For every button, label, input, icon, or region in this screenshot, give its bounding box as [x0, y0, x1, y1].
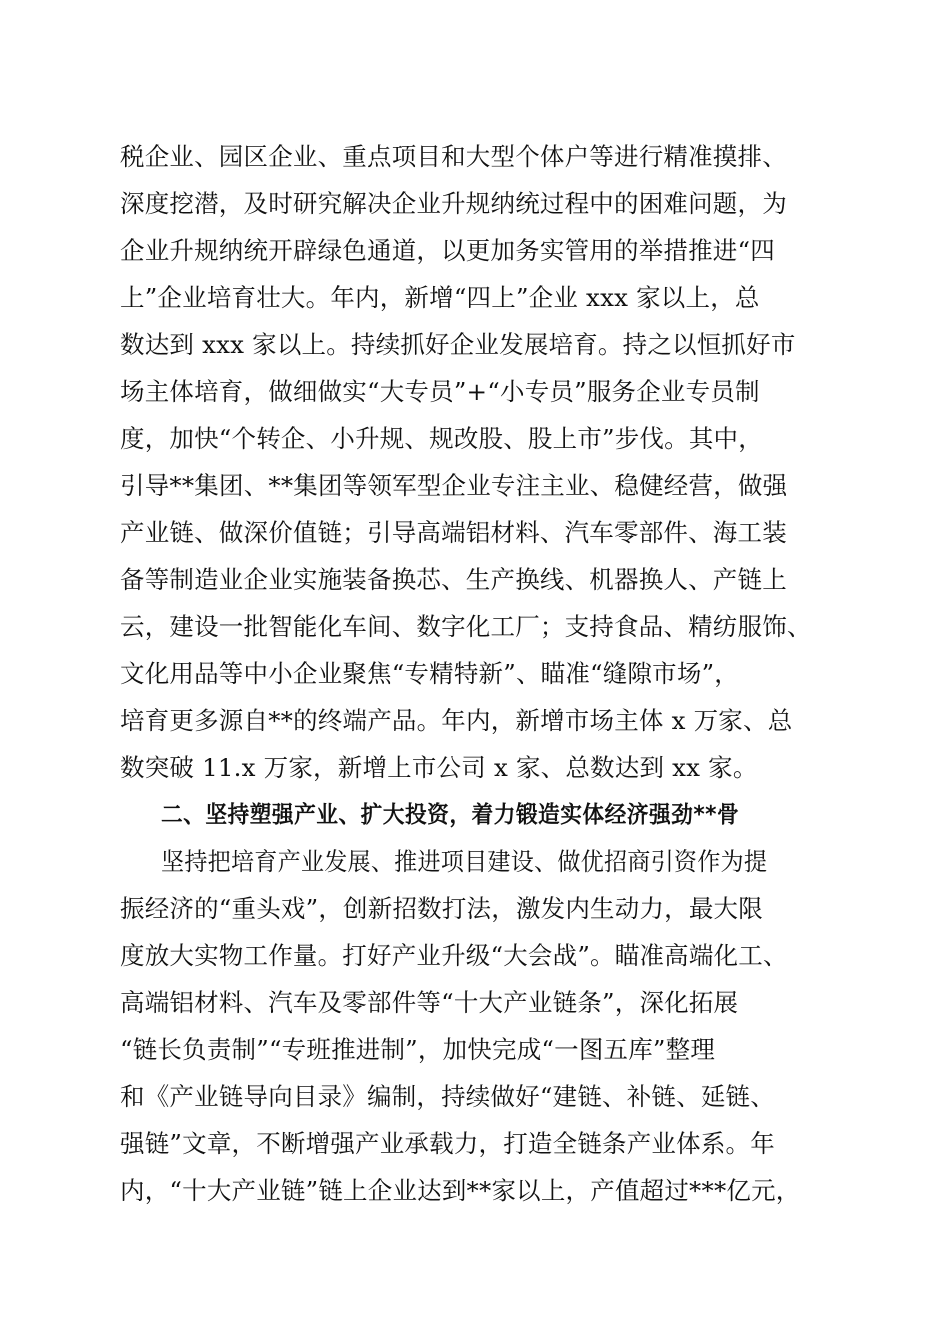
text-line-13: 培育更多源自**的终端产品。年内，新增市场主体 x 万家、总 — [120, 706, 793, 735]
text-line-16: 坚持把培育产业发展、推进项目建设、做优招商引资作为提 — [161, 847, 768, 876]
text-line-23: 内，“十大产业链”链上企业达到**家以上，产值超过***亿元， — [120, 1176, 801, 1205]
text-line-8: 引导**集团、**集团等领军型企业专注主业、稳健经营，做强 — [120, 471, 788, 500]
text-line-12: 文化用品等中小企业聚焦“专精特新”、瞄准“缝隙市场”， — [120, 659, 739, 688]
text-line-6: 场主体培育，做细做实“大专员”+“小专员”服务企业专员制 — [120, 377, 760, 406]
text-line-20: “链长负责制”“专班推进制”，加快完成“一图五库”整理 — [120, 1035, 716, 1064]
text-line-9: 产业链、做深价值链；引导高端铝材料、汽车零部件、海工装 — [120, 518, 787, 547]
text-line-18: 度放大实物工作量。打好产业升级“大会战”。瞄准高端化工、 — [120, 941, 788, 970]
text-line-3: 企业升规纳统开辟绿色通道，以更加务实管用的举措推进“四 — [120, 236, 775, 265]
text-line-4: 上”企业培育壮大。年内，新增“四上”企业 xxx 家以上，总 — [120, 283, 760, 312]
text-line-1: 税企业、园区企业、重点项目和大型个体户等进行精准摸排、 — [120, 142, 787, 171]
section-heading: 二、坚持塑强产业、扩大投资，着力锻造实体经济强劲**骨 — [161, 802, 740, 828]
text-line-21: 和《产业链导向目录》编制，持续做好“建链、补链、延链、 — [120, 1082, 775, 1111]
text-line-7: 度，加快“个转企、小升规、规改股、股上市”步伐。其中， — [120, 424, 763, 453]
text-line-5: 数达到 xxx 家以上。持续抓好企业发展培育。持之以恒抓好市 — [120, 330, 796, 359]
text-line-17: 振经济的“重头戏”，创新招数打法，激发内生动力，最大限 — [120, 894, 763, 923]
text-line-2: 深度挖潜，及时研究解决企业升规纳统过程中的困难问题，为 — [120, 189, 787, 218]
text-line-11: 云，建设一批智能化车间、数字化工厂；支持食品、精纺服饰、 — [120, 612, 812, 641]
text-line-14: 数突破 11.x 万家，新增上市公司 x 家、总数达到 xx 家。 — [120, 753, 758, 782]
text-line-10: 备等制造业企业实施装备换芯、生产换线、机器换人、产链上 — [120, 565, 787, 594]
text-line-22: 强链”文章，不断增强产业承载力，打造全链条产业体系。年 — [120, 1129, 775, 1158]
text-line-19: 高端铝材料、汽车及零部件等“十大产业链条”，深化拓展 — [120, 988, 739, 1017]
